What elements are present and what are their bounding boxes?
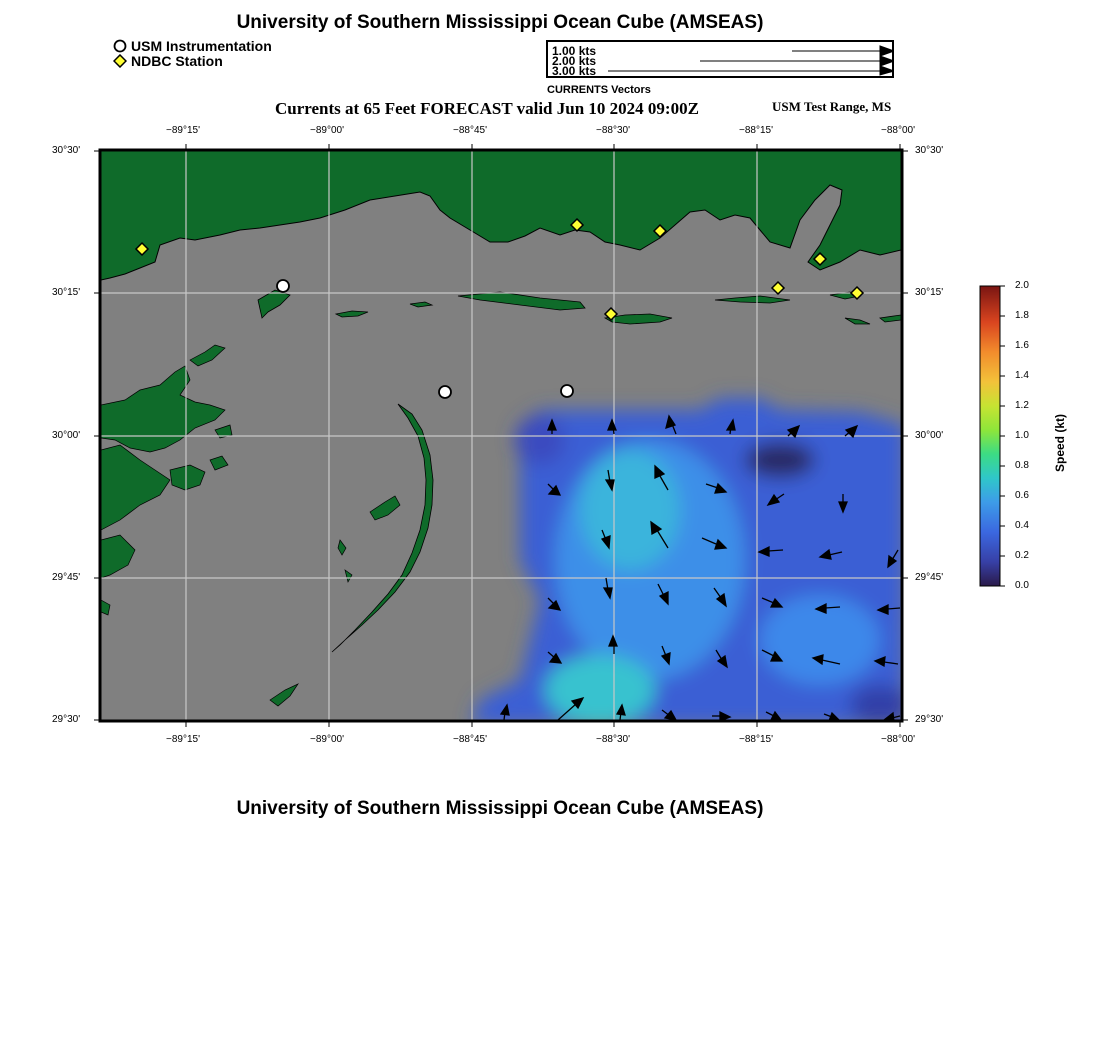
lat-label-right: 29°30' [915,714,944,725]
colorbar-tick: 1.4 [1015,370,1029,381]
usm-instrument-marker [277,280,289,292]
colorbar-tick: 1.6 [1015,340,1029,351]
forecast-subtitle: Currents at 65 Feet FORECAST valid Jun 10 2024 09:00Z [275,99,699,118]
speed-field [470,398,910,725]
lon-label-bottom: −88°30' [596,734,630,745]
lon-label-bottom: −89°00' [310,734,344,745]
lat-label-right: 30°30' [915,145,944,156]
colorbar-tick: 0.2 [1015,550,1029,561]
usm-instrument-marker [561,385,573,397]
lon-label-top: −88°00' [881,125,915,136]
colorbar-tick: 2.0 [1015,280,1029,291]
lon-label-top: −88°15' [739,125,773,136]
lon-label-bottom: −88°00' [881,734,915,745]
colorbar-tick: 0.6 [1015,490,1029,501]
lat-label-right: 30°15' [915,287,944,298]
test-range-label: USM Test Range, MS [772,99,892,114]
lon-label-top: −88°30' [596,125,630,136]
lon-label-top: −89°00' [310,125,344,136]
map-title: University of Southern Mississippi Ocean Cube (AMSEAS) [236,12,764,33]
colorbar-title: Speed (kt) [1053,414,1067,473]
lat-label-left: 30°00' [52,430,81,441]
speed-colorbar [975,280,1015,592]
lat-label-left: 29°45' [52,572,81,583]
lon-label-bottom: −88°15' [739,734,773,745]
lon-label-top: −88°45' [453,125,487,136]
vector-scale-label-1: 1.00 kts [552,44,597,58]
colorbar-tick: 1.2 [1015,400,1029,411]
lon-label-bottom: −88°45' [453,734,487,745]
lat-label-right: 29°45' [915,572,944,583]
colorbar-tick: 1.0 [1015,430,1029,441]
legend-usm-label: USM Instrumentation [131,38,272,54]
vector-scale-caption: CURRENTS Vectors [547,84,651,96]
legend-ndbc-label: NDBC Station [131,53,223,69]
lon-label-top: −89°15' [166,125,200,136]
lat-label-left: 29°30' [52,714,81,725]
colorbar-tick: 0.0 [1015,580,1029,591]
vector-scale-label-2: 2.00 kts [552,54,597,68]
footer-title: University of Southern Mississippi Ocean Cube (AMSEAS) [236,798,764,819]
lon-label-bottom: −89°15' [166,734,200,745]
colorbar-tick: 1.8 [1015,310,1029,321]
lat-label-right: 30°00' [915,430,944,441]
vector-scale-label-3: 3.00 kts [552,64,597,78]
colorbar-tick: 0.8 [1015,460,1029,471]
colorbar-tick: 0.4 [1015,520,1029,531]
lat-label-left: 30°30' [52,145,81,156]
usm-instrument-marker [439,386,451,398]
lat-label-left: 30°15' [52,287,81,298]
